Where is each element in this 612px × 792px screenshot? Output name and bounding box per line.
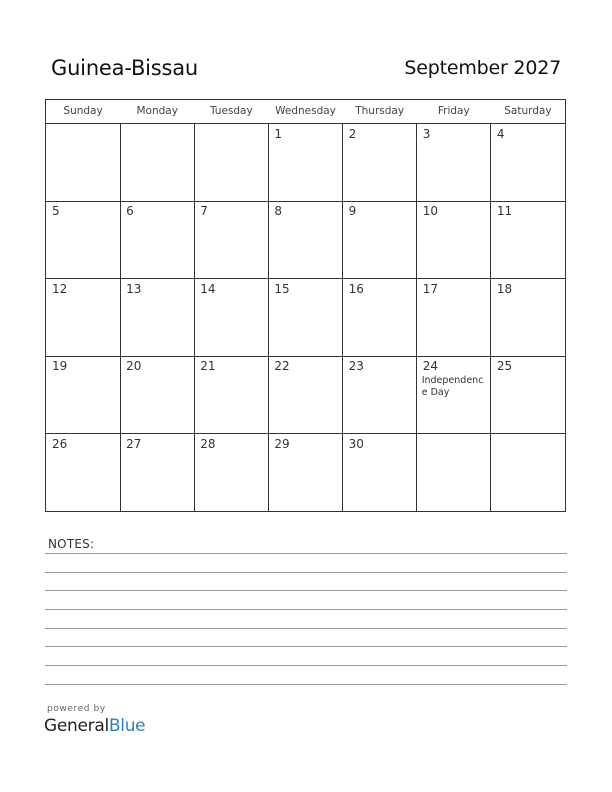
day-cell-13 [120,279,194,356]
day-number: 5 [52,204,60,219]
day-number: 16 [348,281,364,296]
day-cell-27 [120,434,194,511]
day-number: 7 [200,204,208,219]
calendar-grid [45,99,566,512]
day-number: 25 [496,359,513,374]
empty-day-cell [491,434,565,511]
notes-line [45,628,567,629]
brand-blue: Blue [108,716,146,736]
generalblue-logo [44,716,145,736]
day-number: 9 [348,204,357,219]
day-cell-6 [120,201,194,278]
day-number: 20 [126,359,142,374]
day-cell-15 [268,279,342,356]
weekday-wednesday: Wednesday [275,105,336,117]
day-number: 23 [348,359,364,374]
day-cell-10 [417,201,491,278]
day-cell-1 [268,124,342,201]
notes-line [45,590,567,591]
weekday-monday: Monday [136,105,178,117]
day-cell-23 [343,356,417,433]
day-cell-29 [268,434,342,511]
day-number: 17 [422,281,438,296]
day-cell-19 [46,356,120,433]
day-cell-20 [120,356,194,433]
day-number: 22 [274,359,290,374]
day-number: 14 [200,281,216,296]
day-number: 28 [200,436,216,451]
day-cell-7 [194,201,268,278]
day-number: 24 [422,359,438,374]
notes-line [45,609,567,610]
notes-line [45,684,567,685]
day-number: 10 [422,204,438,219]
day-cell-22 [268,356,342,433]
day-number: 15 [274,281,290,296]
powered-by-text: powered by [47,704,106,714]
day-cell-17 [417,279,491,356]
day-number: 13 [126,281,142,296]
day-number: 11 [496,204,513,219]
day-cell-28 [194,434,268,511]
day-cell-21 [194,356,268,433]
notes-label: NOTES: [48,537,95,551]
day-number: 18 [496,281,513,296]
day-number: 19 [52,359,68,374]
day-cell-18 [491,279,565,356]
day-cell-12 [46,279,120,356]
day-number: 29 [274,436,290,451]
day-cell-11 [491,201,565,278]
day-cell-3 [417,124,491,201]
notes-line [45,646,567,647]
day-number: 21 [200,359,216,374]
month-year-title: September 2027 [404,57,561,79]
country-title: Guinea-Bissau [51,56,199,80]
day-number: 27 [126,436,142,451]
weekday-sunday: Sunday [63,105,103,117]
day-number: 26 [52,436,68,451]
empty-day-cell [417,434,491,511]
day-number: 3 [422,127,431,141]
day-cell-16 [343,279,417,356]
day-cell-2 [343,124,417,201]
weekday-thursday: Thursday [355,105,405,117]
day-cell-25 [491,356,565,433]
day-cell-30 [343,434,417,511]
day-number: 12 [52,281,68,296]
empty-day-cell [120,124,194,201]
day-number: 4 [496,127,505,141]
day-cell-4 [491,124,565,201]
day-cell-24 [417,356,491,433]
day-cell-5 [46,201,120,278]
day-cell-26 [46,434,120,511]
day-number: 2 [348,127,357,141]
day-number: 30 [348,436,364,451]
weekday-saturday: Saturday [504,105,552,117]
notes-line [45,572,567,573]
weekday-friday: Friday [437,105,470,117]
notes-line [45,665,567,666]
weekday-header-row [46,100,565,124]
notes-line [45,553,567,554]
brand-general: General [44,716,109,736]
empty-day-cell [46,124,120,201]
day-cell-14 [194,279,268,356]
day-number: 8 [274,204,283,219]
empty-day-cell [194,124,268,201]
day-cell-9 [343,201,417,278]
weekday-tuesday: Tuesday [209,105,253,117]
holiday-label: Independence Day [421,375,484,399]
day-cell-8 [268,201,342,278]
day-number: 6 [126,204,134,219]
day-number: 1 [274,127,283,141]
